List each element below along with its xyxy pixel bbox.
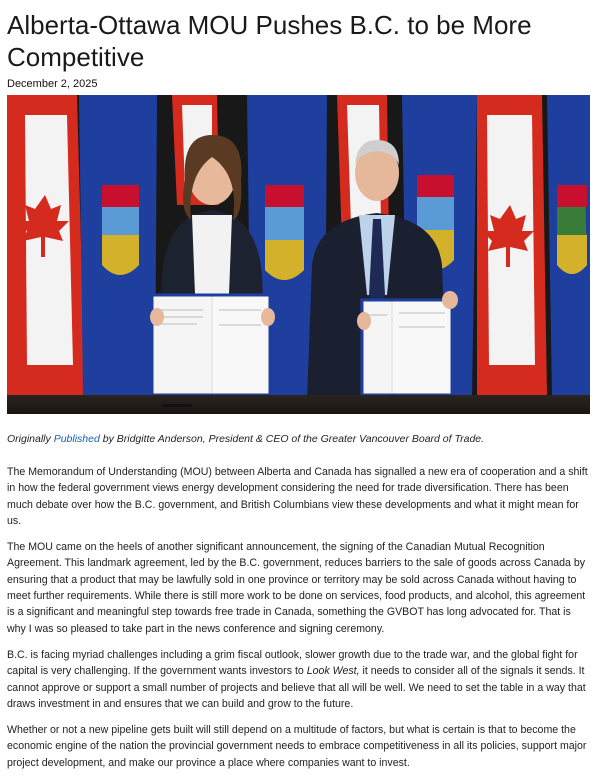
paragraph-2: The MOU came on the heels of another significant announcement, the signing of the Canadian Mutual Recognition Agreement. This landmark agreement, led by the B.C. government, reduces barriers to the sale of goods across Canada by ensuring that a product that may be lawfully sold in one province or territory may be sold across Canada without having to meet further requirements. While there is still more work to be done on services, food products, and alcohol, this agreement is a significant and meaningful step towards free trade in Canada, something the GVBOT has long advocated for. That is why I was so pleased to take part in the news conference and signing ceremony.	[7, 541, 586, 635]
publish-date: December 2, 2025	[7, 78, 98, 90]
page-title: Alberta-Ottawa MOU Pushes B.C. to be More Competitive	[7, 10, 532, 72]
look-west-emphasis: Look West,	[306, 665, 360, 678]
byline-prefix: Originally	[7, 433, 51, 445]
published-link[interactable]: Published	[53, 433, 100, 445]
article-photo	[7, 95, 590, 414]
paragraph-3	[7, 647, 591, 712]
paragraph-3-end: it needs to consider all of the signals it sends. It cannot approve or support a small number of projects and believe that all will be well. We need to set the table in a way that draws investment in and ensures that we can build and grow to the future.	[7, 665, 586, 710]
paragraph-1: The Memorandum of Understanding (MOU) between Alberta and Canada has signalled a new era of cooperation and a shift in how the federal government views energy development considering the need for trade diversification. There has been much debate over how the B.C. government, and British Columbians view these developments and what it might mean for us.	[7, 466, 588, 527]
article	[7, 0, 591, 771]
paragraph-3-start: B.C. is facing myriad challenges including a grim fiscal outlook, slower growth due to the trade war, and the global fight for capital is very challenging. If the government wants investors to	[7, 648, 578, 678]
byline	[7, 432, 591, 446]
paragraph-4: Whether or not a new pipeline gets built will still depend on a multitude of factors, but what is certain is that to become the economic engine of the nation the provincial government needs to embrace competitiveness in all its policies, support major project development, and make our province a place where companies want to invest.	[7, 724, 587, 769]
byline-suffix: by Bridgitte Anderson, President & CEO of the Greater Vancouver Board of Trade.	[102, 433, 485, 445]
